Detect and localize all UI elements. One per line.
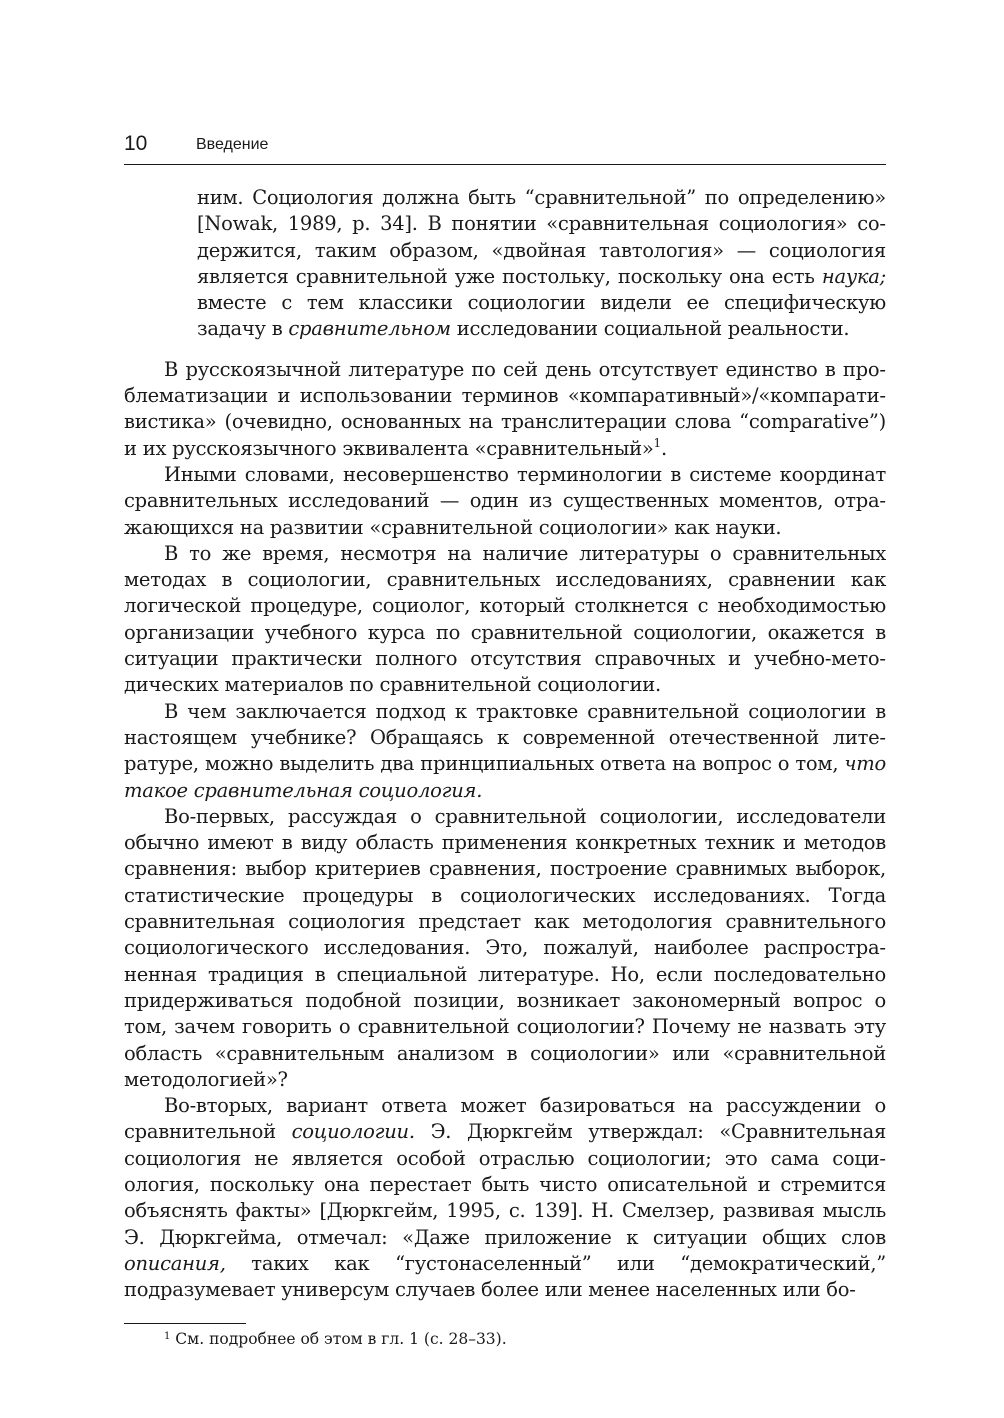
paragraph-6-emphasis-2: описания,: [124, 1251, 226, 1275]
quote-emphasis-2: сравнительном: [288, 317, 451, 341]
running-title: Введение: [196, 136, 269, 153]
paragraph-2: Иными словами, несовершенство терминологии в системе координат сравнительных исследований — один из существенных моментов, отражающихся на развитии «сравнительной социологии» как науки.: [124, 462, 886, 539]
main-text: [124, 185, 886, 1303]
block-quote: [197, 185, 886, 343]
paragraph-6-text-3: таких как “густонаселенный” или “демократический,” подразумевает универсум случаев более или менее населенных или бо-: [124, 1251, 886, 1302]
paragraph-4: [124, 699, 886, 804]
paragraph-1: [124, 357, 886, 462]
footnote-reference[interactable]: 1: [653, 435, 661, 450]
footnote-divider: [124, 1323, 246, 1324]
footnote: [164, 1329, 507, 1349]
footnote-mark: 1: [164, 1331, 171, 1342]
quote-text-1: ним. Социология должна быть “сравнительной” по определению» [Nowak, 1989, p. 34]. В понятии «сравнительная социология» содержится, таким образом, «двойная тавтология» — социология является сравнительной уже постольку, поскольку она есть: [197, 186, 886, 288]
footnote-text: См. подробнее об этом в гл. 1 (с. 28–33).: [170, 1330, 507, 1348]
quote-text-3: исследовании социальной реальности.: [450, 317, 850, 341]
paragraph-4-text: В чем заключается подход к трактовке сравнительной социологии в настоящем учебнике? Обращаясь к современной отечественной литературе, можно выделить два принципиальных ответа на вопрос о том,: [124, 699, 886, 776]
running-header: [124, 130, 886, 165]
paragraph-3: В то же время, несмотря на наличие литературы о сравнительных методах в социологии, сравнительных исследованиях, сравнении как логической процедуре, социолог, который столкнется с необходимостью организации учебного курса по сравнительной социологии, окажется в ситуации практически полного отсутствия справочных и учебно-методических материалов по сравнительной социологии.: [124, 541, 886, 697]
paragraph-1-end: .: [660, 436, 667, 460]
paragraph-4-emphasis: что такое сравнительная социология.: [124, 752, 886, 802]
paragraph-5: Во-первых, рассуждая о сравнительной социологии, исследователи обычно имеют в виду область применения конкретных техник и методов сравнения: выбор критериев сравнения, построение сравнимых выборок, статистические процедуры в социологических исследованиях. Тогда сравнительная социология предстает как методология сравнительного социологического исследования. Это, пожалуй, наиболее распространенная традиция в специальной литературе. Но, если последовательно придерживаться подобной позиции, возникает закономерный вопрос о том, зачем говорить о сравнительной социологии? Почему не назвать эту область «сравнительным анализом в социологии» или «сравнительной методологией»?: [124, 804, 886, 1091]
page-number: 10: [124, 132, 148, 155]
quote-emphasis-1: наука;: [821, 264, 886, 288]
paragraph-6-text-1: Во-вторых, вариант ответа может базироваться на рассуждении о сравнительной: [124, 1094, 886, 1144]
paragraph-6-text-2: Э. Дюркгейм утверждал: «Сравнительная социология не является особой отраслью социологии; это сама социология, поскольку она перестает быть чисто описательной и стремится объяснять факты» [Дюркгейм, 1995, с. 139]. Н. Смелзер, развивая мысль Э. Дюркгейма, отмечал: «Даже приложение к ситуации общих слов: [124, 1120, 887, 1249]
paragraph-6: [124, 1093, 886, 1303]
quote-text-2: вместе с тем классики социологии видели ее специфическую задачу в: [197, 291, 886, 341]
paragraph-6-emphasis-1: социологии.: [291, 1120, 415, 1144]
paragraph-1-text: В русскоязычной литературе по сей день отсутствует единство в проблематизации и использовании терминов «компаративный»/«компаративистика» (очевидно, основанных на транслитерации слова “comparative”) и их русскоязычного эквивалента «сравнительный»: [124, 357, 886, 460]
